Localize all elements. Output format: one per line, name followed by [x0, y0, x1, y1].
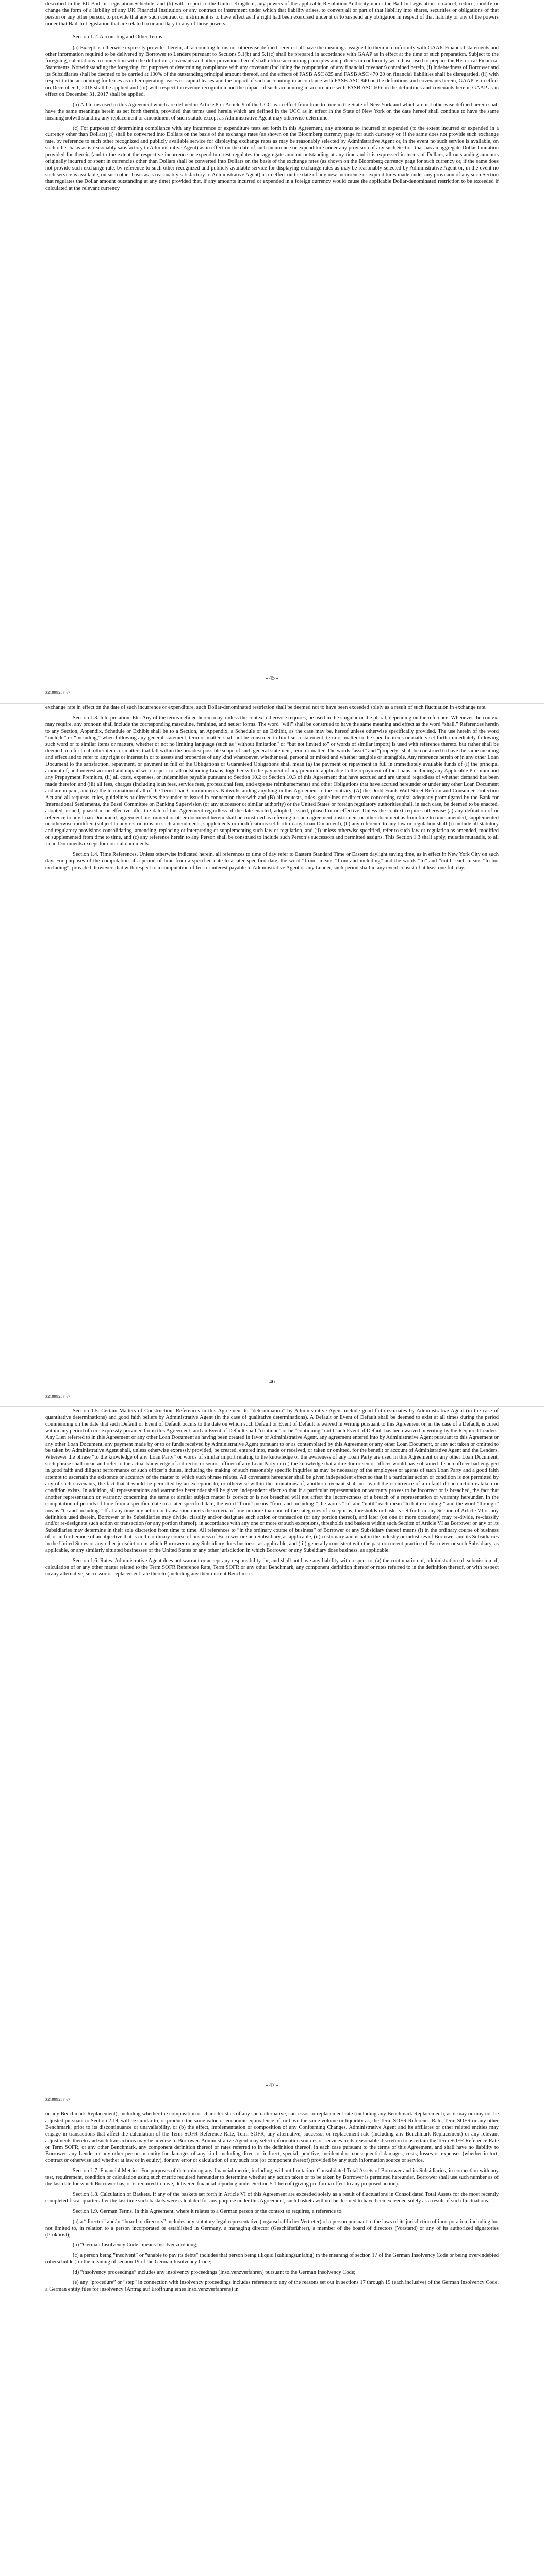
definition-b: (b) “German Insolvency Code” means Insolvenzordnung;: [73, 2242, 198, 2248]
section-1-4-time-references: Section 1.4. Time References. Unless otherwise indicated herein, all references to time of day refer to Eastern Standard Time or Eastern daylight saving time, as in effect in New York City on such day. For purposes of the computation of a period of time from a specified date to a later specified date, the word “from” means “from and including” and the words “to” and “until” each means “to but excluding”; provided, however, that with respect to a computation of fees or interest payable to Administrative Agent or any Lender, such period shall in any event consist of at least one full day.: [45, 852, 499, 871]
document-id: 321999257 v7: [45, 2097, 71, 2102]
page-number: - 45 -: [266, 675, 278, 681]
document-id: 321999257 v7: [45, 690, 71, 695]
section-1-6-rates: Section 1.6. Rates. Administrative Agent does not warrant or accept any responsibility for, and shall not have any liability with respect to, (a) the continuation of, administration of, submission of, calculation of or any other matter related to the Term SOFR Reference Rate, Term SOFR or any other Benchmark, any component definition thereof or rates referred to in the definition thereof, or with respect to any alternative, successor or replacement rate thereto (including any then-current Benchmark: [45, 1557, 499, 1577]
page-number: - 47 -: [266, 2082, 278, 2088]
definition-a: (a) a “director” and/or “board of directors” includes any statutory legal representative (organschaftlicher Vertreter) of a person pursuant to the laws of its jurisdiction of incorporation, including but not limited to, in relation to a person incorporated or established in Germany, a managing director (Geschäftsführer), a member of the board of directors (Vorstand) or any of its authorized signatories (Prokurist);: [45, 2218, 499, 2238]
page-body: [45, 1408, 499, 2077]
section-1-7-financial-metrics: Section 1.7. Financial Metrics. For purposes of determining any financial metric, including, without limitation, Consolidated Total Assets of Borrower and its Subsidiaries, in connection with any test, requirement, condition or calculation using such metric required hereunder to determine whether any action taken or to be taken by Borrower is permitted hereunder, Borrower shall use such number as of the last date for which Borrower has, or is required to have, delivered financial reporting under Section 5.1 hereof (giving pro forma effect to any proposed action).: [45, 2168, 499, 2188]
page-body: [45, 2111, 499, 2576]
definition-c: (c) a person being “insolvent” or “unable to pay its debts” includes that person being illiquid (zahlungsunfähig) in the meaning of section 17 of the German Insolvency Code or being over-indebted (überschuldet) in the meaning of section 19 of the German Insolvency Code;: [45, 2252, 499, 2265]
paragraph: or any Benchmark Replacement), including whether the composition or characteristics of any such alternative, successor or replacement rate (including any Benchmark Replacement), as it may or may not be adjusted pursuant to Section 2.19, will be similar to, or produce the same value or economic equivalence of, or have the same volume or liquidity as, the Term SOFR Reference Rate, Term SOFR or any other Benchmark, prior to its discontinuance or unavailability, or (b) the effect, implementation or composition of any Conforming Changes. Administrative Agent and its affiliates or other related entities may engage in transactions that affect the calculation of the Term SOFR Reference Rate, Term SOFR, any alternative, successor or replacement rate (including any Benchmark Replacement) or any relevant adjustments thereto and such transactions may be adverse to Borrower. Administrative Agent may select information sources or services in its reasonable discretion to ascertain the Term SOFR Reference Rate or Term SOFR, or any other Benchmark, any component definition thereof or rates referred to in the definition thereof, in each case pursuant to the terms of this Agreement, and shall have no liability to Borrower, any Lender or any other person or entity for damages of any kind, including direct or indirect, special, punitive, incidental or consequential damages, costs, losses or expenses (whether in tort, contract or otherwise and whether at law or in equity), for any error or calculation of any such rate (or component thereof) provided by any such information source or service.: [45, 2111, 499, 2164]
document-id: 321999257 v7: [45, 1394, 71, 1399]
page-body: [45, 705, 499, 1374]
paragraph: described in the EU Bail-In Legislation Schedule, and (b) with respect to the United Kingdom, any powers of the applicable Resolution Authority under the Bail-In Legislation to cancel, reduce, modify or change the form of a liability of any UK Financial Institution or any contract or instrument under which that liability arises, to convert all or part of that liability into shares, securities or obligations of that person or any other person, to provide that any such contract or instrument is to have effect as if a right had been exercised under it or to suspend any obligation in respect of that liability or any of the powers under that Bail-In Legislation that are related to or ancillary to any of those powers.: [45, 1, 499, 27]
paragraph-1-2-c: (c) For purposes of determining compliance with any incurrence or expenditure tests set forth in this Agreement, any amounts so incurred or expended (to the extent incurred or expended in a currency other than Dollars) (i) shall be converted into Dollars on the basis of the exchange rates (as shown on the Bloomberg currency page for such currency or, if the same does not provide such exchange rate, by reference to such other recognized and publicly available service for displaying exchange rates as may be reasonably selected by Administrative Agent or, in the event no such service is available, on such other basis as is reasonably satisfactory to Administrative Agent) as in effect on the date of such incurrence or expenditure under any provision of any such Section that has an aggregate Dollar limitation provided for therein (and to the extent the respective incurrence or expenditure test regulates the aggregate amount outstanding at any time and it is expressed in terms of Dollars, all outstanding amounts originally incurred or spent in currencies other than Dollars shall be converted into Dollars on the basis of the exchange rates (as shown on the Bloomberg currency page for such currency or, if the same does not provide such exchange rate, by reference to such other recognized and publicly available service for displaying exchange rates as may be reasonably selected by Administrative Agent or, in the event no such service is available, on such other basis as is reasonably satisfactory to Administrative Agent) as in effect on the date of any new incurrence or expenditures made under any provision of any such Section that regulates the Dollar amount outstanding at any time) provided that, if any amounts incurred or expended in a foreign currency would cause the applicable Dollar-denominated restriction to be exceeded if calculated at the relevant currency: [45, 125, 499, 191]
page-45: [0, 0, 544, 703]
definition-e: (e) any “procedure” or “step” in connection with insolvency proceedings includes reference to any of the reasons set out in sections 17 through 19 (each inclusive) of the German Insolvency Code, a German entity files for insolvency (Antrag auf Eröffnung eines Insolvenzverfahrens) in: [45, 2280, 499, 2292]
section-1-8-calculation-of-baskets: Section 1.8. Calculation of Baskets. If any of the baskets set forth in Article VI of this Agreement are exceeded solely as a result of fluctuations in Consolidated Total Assets for the most recently completed fiscal quarter after the last time such baskets were calculated for any purpose under this Agreement, such baskets will not be deemed to have been exceeded solely as a result of such fluctuations.: [45, 2191, 499, 2204]
page-46: [0, 703, 544, 1406]
page-47: [0, 1406, 544, 2110]
section-1-5-certain-matters: Section 1.5. Certain Matters of Construction. References in this Agreement to “determination” by Administrative Agent include good faith estimates by Administrative Agent (in the case of quantitative determinations) and good faith beliefs by Administrative Agent (in the case of qualitative determinations). A Default or Event of Default shall be deemed to exist at all times during the period commencing on the date that such Default or Event of Default occurs to the date on which such Default or Event of Default is waived in writing pursuant to this Agreement or, in the case of a Default, is cured within any period of cure expressly provided for in this Agreement; and an Event of Default shall “continue” or be “continuing” until such Event of Default has been waived in writing by the Required Lenders. Any Lien referred to in this Agreement or any other Loan Document as having been created in favor of Administrative Agent, any agreement entered into by Administrative Agent pursuant to this Agreement or any other Loan Document, any payment made by or to or funds received by Administrative Agent pursuant to or as contemplated by this Agreement or any other Loan Document, or any act taken or omitted to be taken by Administrative Agent shall, unless otherwise expressly provided, be created, entered into, made or received, or taken or omitted, for the benefit or account of Administrative Agent and the Lenders. Wherever the phrase “to the knowledge of any Loan Party” or words of similar import relating to the knowledge or the awareness of any Loan Party are used in this Agreement or any other Loan Document, such phrase shall mean and refer to the actual knowledge of a director or senior officer of any Loan Party or (ii) the knowledge that a director or senior officer would have obtained if such officer had engaged in good faith and diligent performance of such officer’s duties, including the making of such reasonably specific inquiries as may be necessary of the employees or agents of such Loan Party and a good faith attempt to ascertain the existence or accuracy of the matter to which such phrase relates. All covenants hereunder shall be given independent effect so that if a particular action or condition is not permitted by any of such covenants, the fact that it would be permitted by an exception to, or otherwise within the limitations of, another covenant shall not avoid the occurrence of a default if such action is taken or condition exists. In addition, all representations and warranties hereunder shall be given independent effect so that if a particular representation or warranty proves to be incorrect or is breached, the fact that another representation or warranty concerning the same or similar subject matter is correct or is not breached will not affect the incorrectness of a breach of a representation or warranty hereunder. In the computation of periods of time from a specified date to a later specified date, the word “from” means “from and including;” the words “to” and “until” each mean “to but excluding;” and the word “through” means “to and including.” If at any time any action or transaction meets the criteria of one or more than one of the categories of exceptions, thresholds or baskets set forth in any Section of Article VI or any definition used therein, Borrower or its Subsidiaries may divide, classify and/or designate such action or transaction (or any portion thereof), and later (on one or more occasions) may re-divide, re-classify and/or re-designate such action or transaction (or any portion thereof), in accordance with any one or more of such exceptions, thresholds and baskets within such Section of Article VI as Borrower or any of its Subsidiaries may determine in their sole discretion from time to time. All references to “in the ordinary course of business” of Borrower or any Subsidiary thereof means (i) in the ordinary course of business of, or in furtherance of an objective that is in the ordinary course of business of Borrower or such Subsidiary, as applicable, (ii) customary and usual in the industry or industries of Borrower and its Subsidiaries in the United States or any other jurisdiction in which Borrower or any Subsidiary does business, as applicable, and (iii) generally consistent with the past or current practice of Borrower or such Subsidiary, as applicable, or any similarly situated businesses of the United States or any other jurisdiction in which Borrower or any Subsidiary does business, as applicable.: [45, 1408, 499, 1554]
page-body: [45, 1, 499, 670]
paragraph-1-2-a: (a) Except as otherwise expressly provided herein, all accounting terms not otherwise defined herein shall have the meanings assigned to them in conformity with GAAP. Financial statements and other information required to be delivered by Borrower to Lenders pursuant to Sections 5.1(b) and 5.1(c) shall be prepared in accordance with GAAP as in effect at the time of such preparation. Subject to the foregoing, calculations in connection with the definitions, covenants and other provisions hereof shall utilize accounting principles and policies in conformity with those used to prepare the Historical Financial Statements. Notwithstanding the foregoing, for purposes of determining compliance with any covenant (including the computation of any financial covenant) contained herein, (i) Indebtedness of Borrower and its Subsidiaries shall be deemed to be carried at 100% of the outstanding principal amount thereof, and the effects of FASB ASC 825 and FASB ASC 470 20 on financial liabilities shall be disregarded, (ii) with respect to the accounting for leases as either operating leases or capital leases and the impact of such accounting in accordance with FASB ASC 840 on the definitions and covenants herein, GAAP as in effect on December 1, 2018 shall be applied and (iii) with respect to revenue recognition and the impact of such accounting in accordance with FASB ASC 606 on the definitions and covenants herein, GAAP as in effect on December 31, 2017 shall be applied.: [45, 45, 499, 97]
definition-d: (d) “insolvency proceedings” includes any insolvency proceedings (Insolvenzverfahren) pursuant to the German Insolvency Code;: [73, 2269, 356, 2276]
page-number: - 46 -: [266, 1379, 278, 1385]
paragraph: exchange rate in effect on the date of such incurrence or expenditure, such Dollar-denominated restriction shall be deemed not to have been exceeded solely as a result of such fluctuation in exchange rate.: [45, 705, 487, 710]
section-1-9-german-terms: Section 1.9. German Terms. In this Agreement, where it relates to a German person or the context so requires, a reference to:: [73, 2208, 343, 2214]
section-1-3-interpretation: Section 1.3. Interpretation, Etc. Any of the terms defined herein may, unless the context otherwise requires, be used in the singular or the plural, depending on the reference. Whenever the context may require, any pronoun shall include the corresponding masculine, feminine, and neuter forms. The word “will” shall be construed to have the same meaning and effect as the word “shall.” References herein to any Section, Appendix, Schedule or Exhibit shall be to a Section, an Appendix, a Schedule or an Exhibit, as the case may be, hereof unless otherwise specifically provided. The use herein of the word “include” or “including,” when following any general statement, term or matter, shall not be construed to limit such statement, term or matter to the specific items or matters set forth immediately following such word or to similar items or matters, whether or not no limiting language (such as “without limitation” or “but not limited to” or words of similar import) is used with reference thereto, but rather shall be deemed to refer to all other items or matters that fall within the broadest possible scope of such general statement, term or matter. The words “asset” and “property” shall be construed to have the same meaning and effect and to refer to any right or interest in or to assets and properties of any kind whatsoever, whether real, personal or mixed and whether tangible or intangible. Any reference herein or in any other Loan Document to the satisfaction, repayment, or payment in full of the Obligations or Guaranteed Obligations shall mean (a) the payment or repayment in full in immediately available funds of (i) the principal amount of, and interest accrued and unpaid with respect to, all outstanding Loans, together with the payment of any premium applicable to the repayment of the Loans, including any Applicable Premium and any Prepayment Premium, (ii) all costs, expenses, or indemnities payable pursuant to Section 10.2 or Section 10.3 of this Agreement that have accrued and are unpaid regardless of whether demand has been made therefor, and (iii) all fees, charges (including loan fees, service fees, professional fees, and expense reimbursements) and other Obligations that have accrued hereunder or under any other Loan Document and are unpaid, and (iv) the termination of all of the Term Loan Commitments. Notwithstanding anything in this Agreement to the contrary, (A) the Dodd-Frank Wall Street Reform and Consumer Protection Act and all requests, rules, guidelines or directives thereunder or issued in connection therewith and (B) all requests, rules, guidelines or directives concerning capital adequacy promulgated by the Bank for International Settlements, the Basel Committee on Banking Supervision (or any successor or similar authority) or the United States or foreign regulatory authorities shall, in each case, be deemed to be enacted, adopted, issued, phased in or effective after the date of this Agreement regardless of the date enacted, adopted, issued, phased in or effective. Unless the context requires otherwise (a) any definition of or reference to any Loan Document, agreement, instrument or other document herein shall be construed as referring to such agreement, instrument or other document as from time to time amended, supplemented or otherwise modified (subject to any restrictions on such amendments, supplements or modifications set forth in any Loan Document), (b) any reference to any law or regulation shall (i) include all statutory and regulatory provisions consolidating, amending, replacing or interpreting or supplementing such law or regulation, and (ii) unless otherwise specified, refer to such law or regulation as amended, modified or supplemented from time to time, and (c) any reference herein to any Person shall be construed to include such Person’s successors and permitted assigns. This Section 1.3 shall apply, mutatis mutandis, to all Loan Documents except for notarial documents.: [45, 715, 499, 848]
page-48: [0, 2110, 544, 2576]
paragraph-1-2-b: (b) All terms used in this Agreement which are defined in Article 8 or Article 9 of the UCC as in effect from time to time in the State of New York and which are not otherwise defined herein shall have the same meanings herein as set forth therein, provided that terms used herein which are defined in the UCC as in effect in the State of New York on the date hereof shall continue to have the same meaning notwithstanding any replacement or amendment of such statute except as Administrative Agent may otherwise determine.: [45, 101, 499, 121]
section-heading-1-2: Section 1.2. Accounting and Other Terms.: [73, 33, 164, 40]
